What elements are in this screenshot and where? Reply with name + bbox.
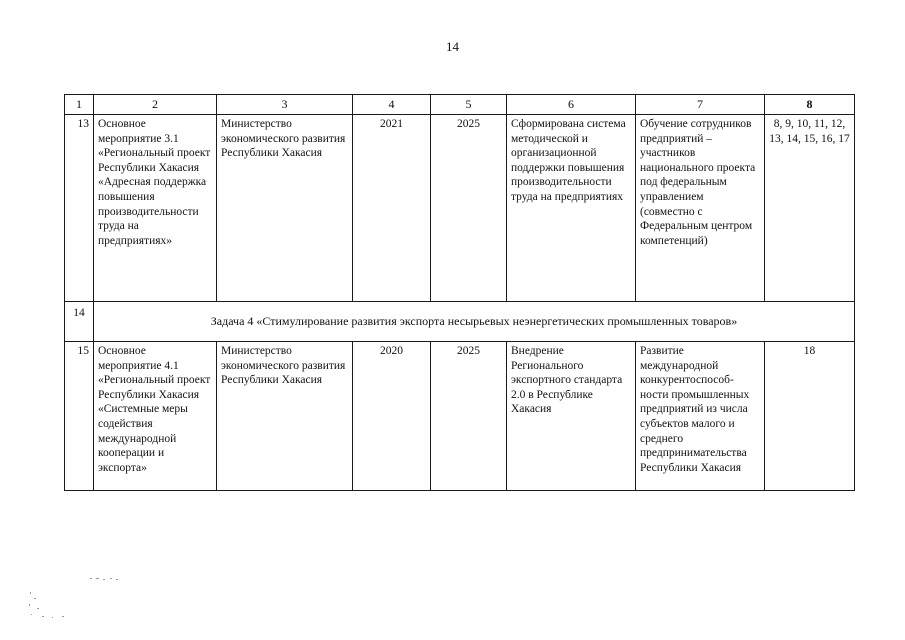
column-header: 5	[431, 95, 507, 115]
expected-result-cell: Внедрение Регионального экспортного стандарта 2.0 в Республике Хакасия	[507, 342, 636, 491]
column-header: 8	[765, 95, 855, 115]
task-title-cell: Задача 4 «Стимулирование развития экспорта несырьевых неэнергетических промышленных товаров»	[94, 302, 855, 342]
column-header: 2	[94, 95, 217, 115]
page-number: 14	[446, 39, 459, 54]
table-row	[65, 342, 855, 491]
event-name-cell: Основное мероприятие 4.1 «Региональный проект Республики Хакасия «Системные меры содействия международной кооперации и экспорта»	[94, 342, 217, 491]
scan-noise-marks	[28, 578, 138, 628]
expected-result-cell: Сформирована система методической и организационной поддержки повышения производительности труда на предприятиях	[507, 115, 636, 302]
row-number: 14	[65, 302, 94, 342]
table-row-task	[65, 302, 855, 342]
row-number: 13	[65, 115, 94, 302]
directions-cell: Обучение сотрудников предприятий – участников национального проекта под федеральным управлением (совместно с Федеральным центром компетенций)	[636, 115, 765, 302]
end-year-cell: 2025	[431, 115, 507, 302]
indicators-cell: 8, 9, 10, 11, 12, 13, 14, 15, 16, 17	[765, 115, 855, 302]
end-year-cell: 2025	[431, 342, 507, 491]
table-row	[65, 115, 855, 302]
start-year-cell: 2021	[353, 115, 431, 302]
program-events-table	[64, 94, 855, 491]
directions-cell: Развитие международной конкурентоспособ-ности промышленных предприятий из числа субъектов малого и среднего предпринимательства Республики Хакасия	[636, 342, 765, 491]
column-header: 4	[353, 95, 431, 115]
column-header: 6	[507, 95, 636, 115]
row-number: 15	[65, 342, 94, 491]
column-header: 1	[65, 95, 94, 115]
table-header-row	[65, 95, 855, 115]
indicators-cell: 18	[765, 342, 855, 491]
executor-cell: Министерство экономического развития Республики Хакасия	[217, 115, 353, 302]
column-header: 7	[636, 95, 765, 115]
column-header: 3	[217, 95, 353, 115]
event-name-cell: Основное мероприятие 3.1 «Региональный проект Республики Хакасия «Адресная поддержка повышения производительности труда на предприятиях»	[94, 115, 217, 302]
executor-cell: Министерство экономического развития Республики Хакасия	[217, 342, 353, 491]
start-year-cell: 2020	[353, 342, 431, 491]
